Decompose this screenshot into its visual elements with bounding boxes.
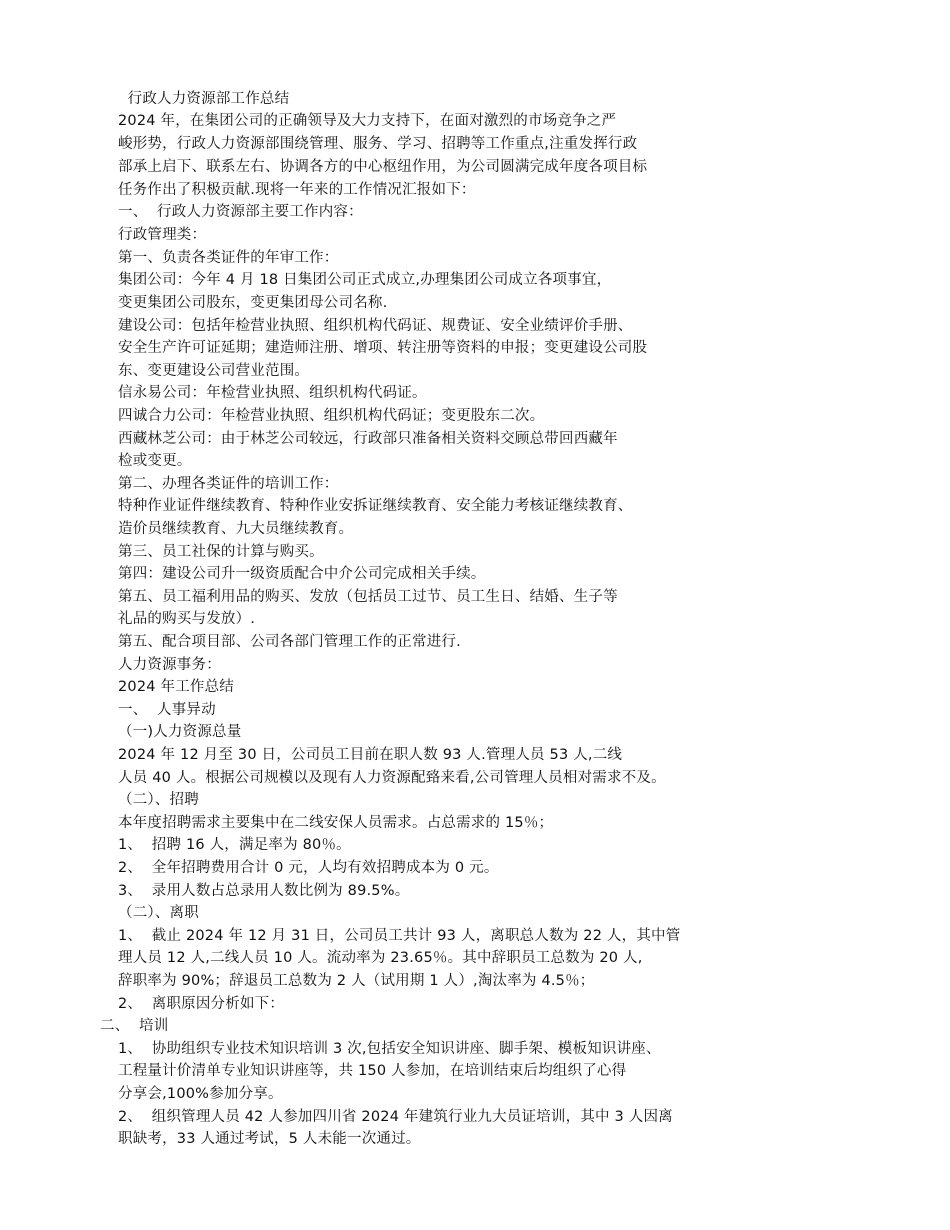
- subsection-heading: （一)人力资源总量: [118, 724, 242, 740]
- paragraph-line: 西藏林芝公司：由于林芝公司较远，行政部只准备相关资料交顾总带回西藏年: [118, 431, 618, 447]
- paragraph-line: 部承上启下、联系左右、协调各方的中心枢纽作用，为公司圆满完成年度各项目标: [118, 159, 648, 175]
- subsection-heading: （二）、离职: [118, 905, 199, 921]
- paragraph-line: 信永易公司：年检营业执照、组织机构代码证。: [118, 385, 427, 401]
- subsection-heading: （二）、招聘: [118, 792, 199, 808]
- list-item: 2、 组织管理人员 42 人参加四川省 2024 年建筑行业九大员证培训，其中 3 人因离: [118, 1109, 673, 1125]
- subsection-heading: 人力资源事务：: [118, 657, 221, 673]
- paragraph-line: 理人员 12 人,二线人员 10 人。流动率为 23.65％。其中辞职员工总数为 20 人,: [118, 950, 643, 966]
- paragraph-line: 礼品的购买与发放）.: [118, 611, 256, 627]
- paragraph-line: 安全生产许可证延期；建造师注册、增项、转注册等资料的申报；变更建设公司股: [118, 340, 648, 356]
- paragraph-line: 变更集团公司股东，变更集团母公司名称.: [118, 295, 388, 311]
- list-item: 2、 全年招聘费用合计 0 元，人均有效招聘成本为 0 元。: [118, 860, 499, 876]
- section-heading: 二、 培训: [100, 1018, 169, 1034]
- paragraph-line: 2024 年，在集团公司的正确领导及大力支持下，在面对激烈的市场竞争之严: [118, 113, 617, 129]
- paragraph-line: 2024 年 12 月至 30 日，公司员工目前在职人数 93 人.管理人员 53 人,二线: [118, 747, 623, 763]
- paragraph-line: 造价员继续教育、九大员继续教育。: [118, 521, 354, 537]
- list-item: 1、 协助组织专业技术知识培训 3 次,包括安全知识讲座、脚手架、模板知识讲座、: [118, 1041, 661, 1057]
- subsection-heading: 2024 年工作总结: [118, 679, 235, 695]
- section-heading: 一、 人事异动: [118, 702, 216, 718]
- paragraph-line: 分享会,100%参加分享。: [118, 1086, 283, 1102]
- paragraph-line: 本年度招聘需求主要集中在二线安保人员需求。占总需求的 15％；: [118, 815, 554, 831]
- paragraph-line: 第二、办理各类证件的培训工作：: [118, 476, 339, 492]
- paragraph-line: 峻形势，行政人力资源部围绕管理、服务、学习、招聘等工作重点,注重发挥行政: [118, 136, 638, 152]
- paragraph-line: 工程量计价清单专业知识讲座等，共 150 人参加，在培训结束后均组织了心得: [118, 1063, 627, 1079]
- paragraph-line: 建设公司：包括年检营业执照、组织机构代码证、规费证、安全业绩评价手册、: [118, 318, 633, 334]
- list-item: 2、 离职原因分析如下：: [118, 996, 285, 1012]
- list-item: 1、 招聘 16 人，满足率为 80％。: [118, 837, 351, 853]
- paragraph-line: 第三、员工社保的计算与购买。: [118, 544, 324, 560]
- paragraph-line: 特种作业证件继续教育、特种作业安拆证继续教育、安全能力考核证继续教育、: [118, 498, 633, 514]
- document-title: 行政人力资源部工作总结: [118, 91, 290, 107]
- paragraph-line: 第五、配合项目部、公司各部门管理工作的正常进行.: [118, 634, 461, 650]
- paragraph-line: 任务作出了积极贡献.现将一年来的工作情况汇报如下：: [118, 182, 476, 198]
- subsection-heading: 行政管理类：: [118, 227, 207, 243]
- list-item: 1、 截止 2024 年 12 月 31 日，公司员工共计 93 人，离职总人数为 22 人，其中管: [118, 928, 681, 944]
- list-item: 3、 录用人数占总录用人数比例为 89.5%。: [118, 883, 410, 899]
- paragraph-line: 辞职率为 90%；辞退员工总数为 2 人（试用期 1 人）,淘汰率为 4.5％；: [118, 973, 595, 989]
- paragraph-line: 四诚合力公司：年检营业执照、组织机构代码证；变更股东二次。: [118, 408, 545, 424]
- paragraph-line: 东、变更建设公司营业范围。: [118, 363, 310, 379]
- paragraph-line: 职缺考，33 人通过考试，5 人未能一次通过。: [118, 1131, 421, 1147]
- section-heading: 一、 行政人力资源部主要工作内容：: [118, 204, 363, 220]
- paragraph-line: 第五、员工福利用品的购买、发放（包括员工过节、员工生日、结婚、生子等: [118, 589, 618, 605]
- paragraph-line: 第一、负责各类证件的年审工作：: [118, 250, 339, 266]
- paragraph-line: 检或变更。: [118, 453, 192, 469]
- paragraph-line: 人员 40 人。根据公司规模以及现有人力资源配臵来看,公司管理人员相对需求不及。: [118, 770, 666, 786]
- paragraph-line: 集团公司：今年 4 月 18 日集团公司正式成立,办理集团公司成立各项事宜，: [118, 272, 612, 288]
- paragraph-line: 第四：建设公司升一级资质配合中介公司完成相关手续。: [118, 566, 486, 582]
